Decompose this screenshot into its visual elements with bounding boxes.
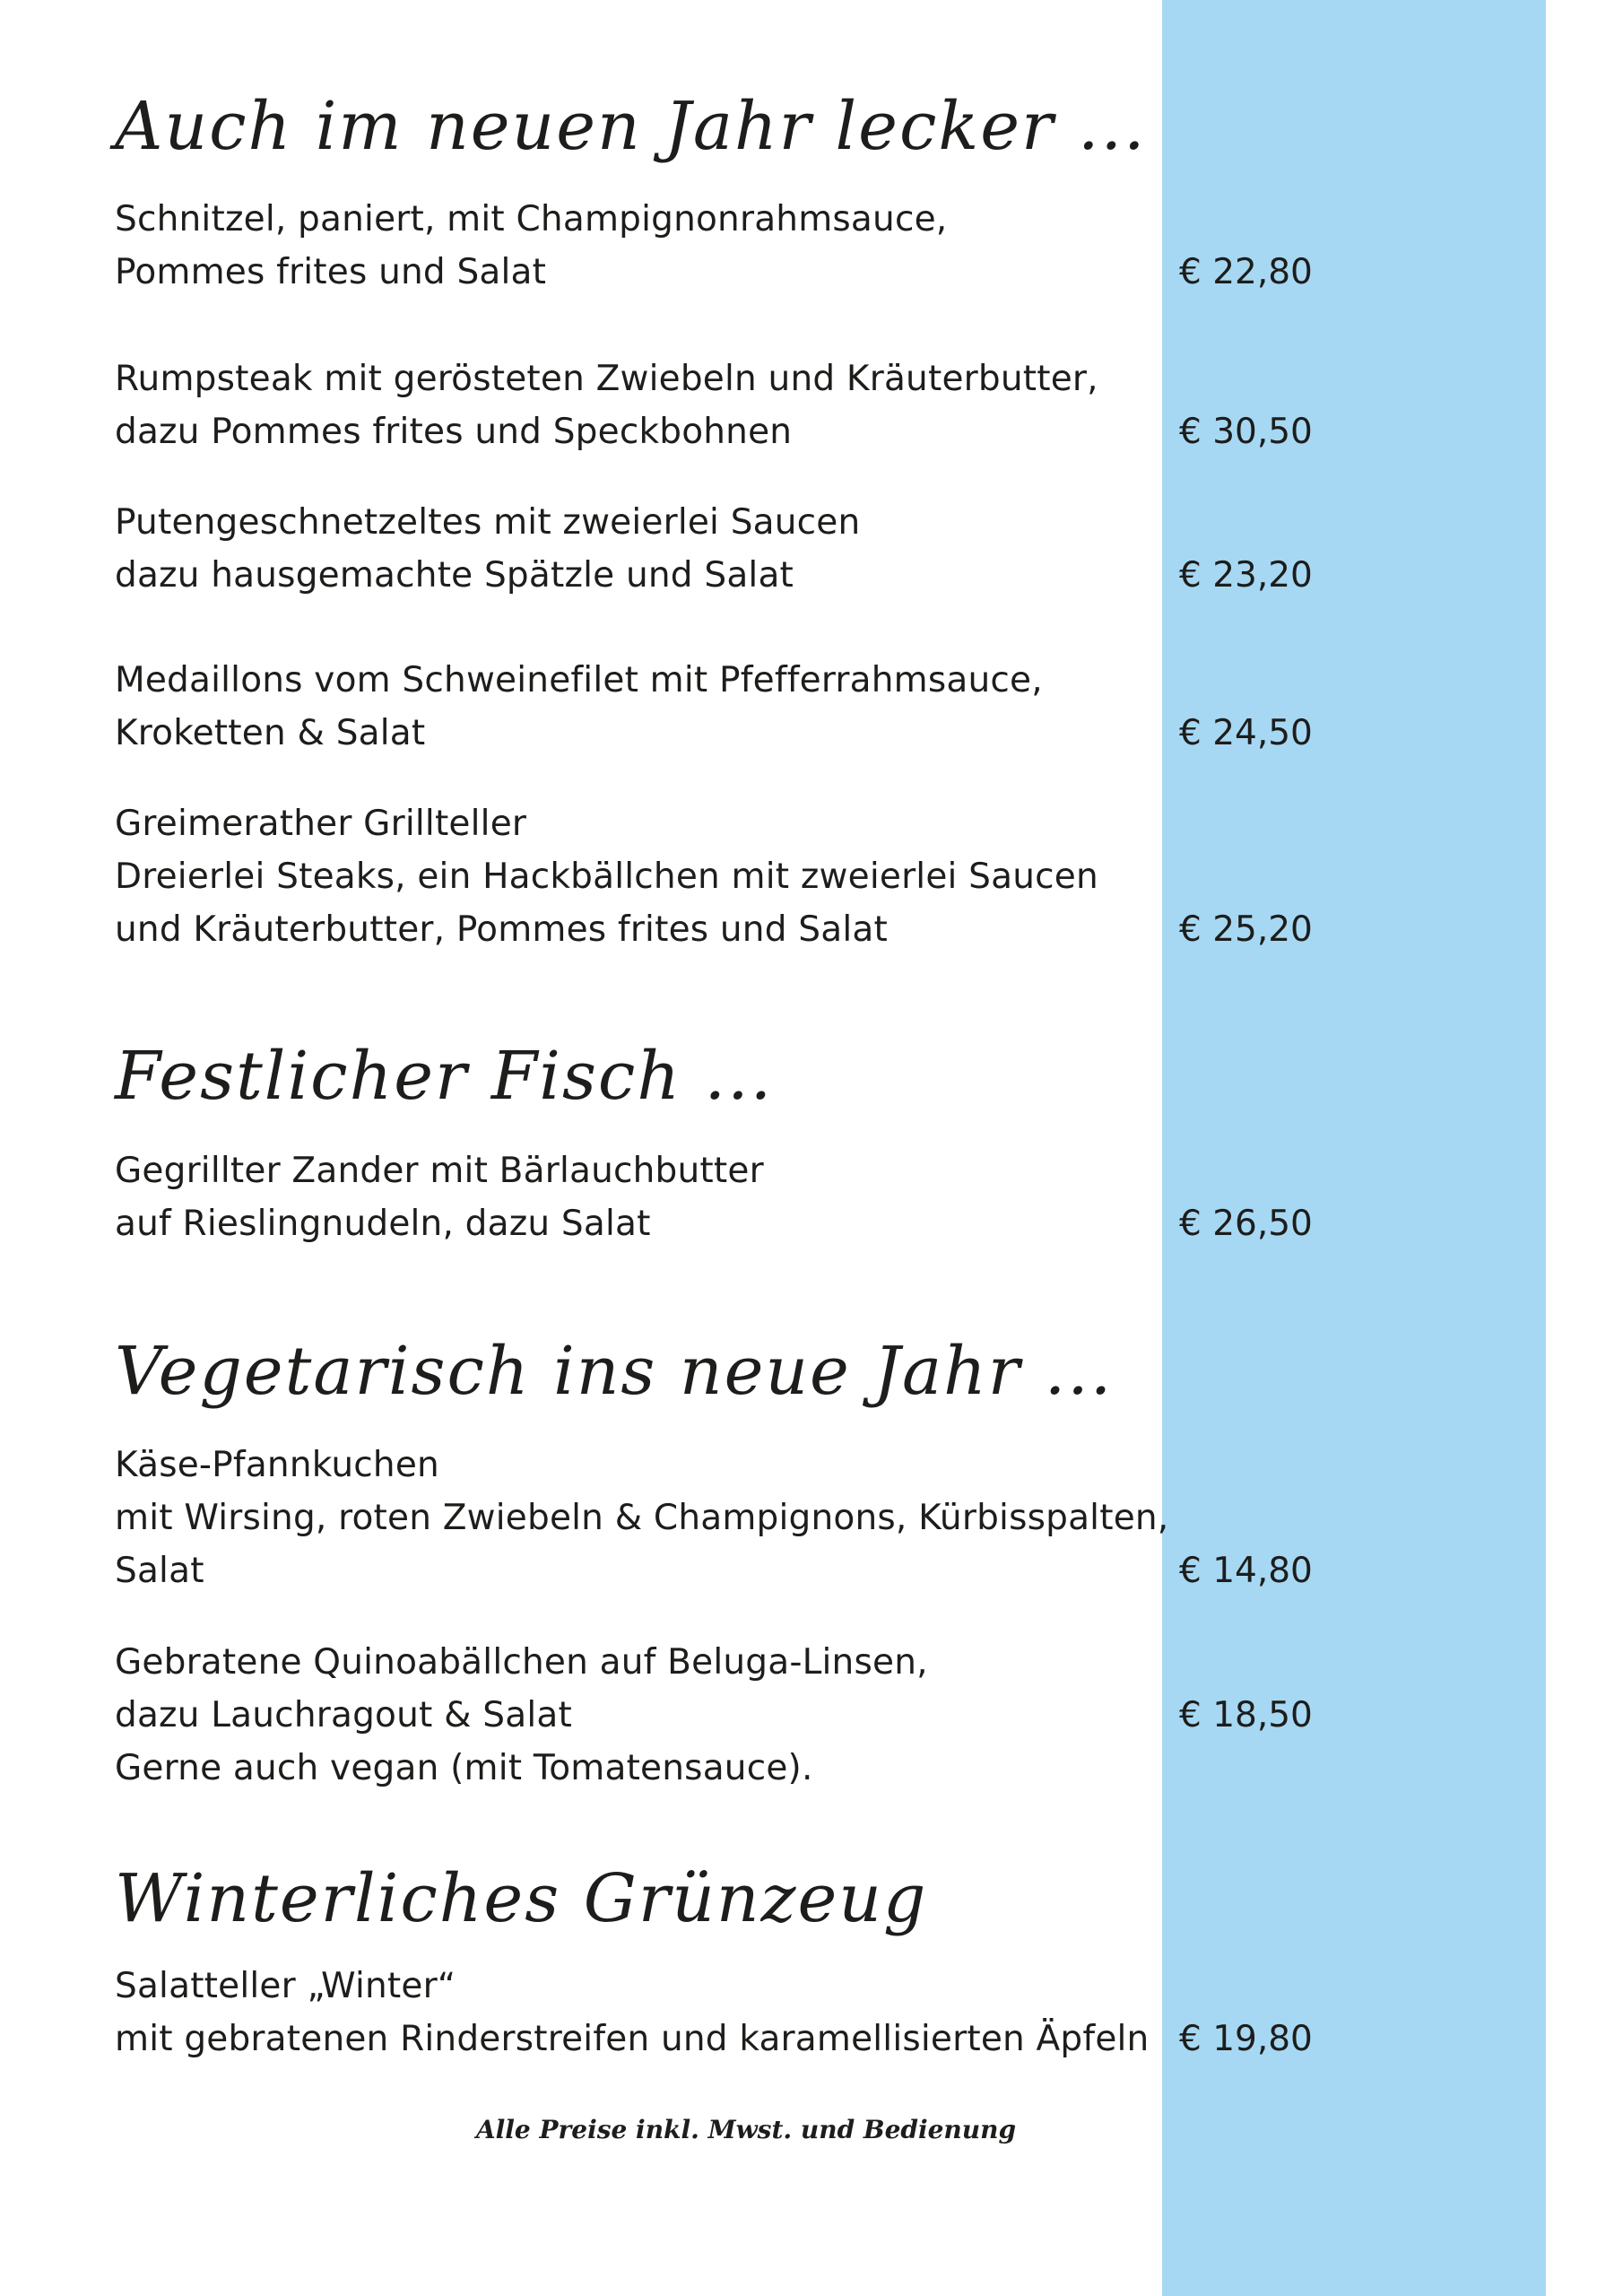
item-line: Salat xyxy=(115,1551,204,1591)
price-kaese-pfannkuchen: € 14,80 xyxy=(1179,1551,1313,1591)
item-line: dazu Pommes frites und Speckbohnen xyxy=(115,412,793,452)
item-line: Putengeschnetzeltes mit zweierlei Saucen xyxy=(115,502,861,543)
item-line: Pommes frites und Salat xyxy=(115,252,547,292)
price-grillteller: € 25,20 xyxy=(1179,909,1313,950)
price-salatteller-winter: € 19,80 xyxy=(1179,2019,1313,2059)
footer-text: Alle Preise inkl. Mwst. und Bedienung xyxy=(475,2115,1017,2144)
item-line: Medaillons vom Schweinefilet mit Pfefferrahmsauce, xyxy=(115,660,1043,700)
section-heading-fish: Festlicher Fisch ... xyxy=(115,1038,774,1115)
section-heading-vegetarian: Vegetarisch ins neue Jahr ... xyxy=(115,1333,1114,1410)
item-line: Schnitzel, paniert, mit Champignonrahmsauce, xyxy=(115,199,948,239)
item-line: Gerne auch vegan (mit Tomatensauce). xyxy=(115,1748,813,1788)
item-line: mit gebratenen Rinderstreifen und karamellisierten Äpfeln xyxy=(115,2019,1150,2059)
price-quinoabaellchen: € 18,50 xyxy=(1179,1695,1313,1735)
item-line: Gebratene Quinoabällchen auf Beluga-Linsen, xyxy=(115,1642,928,1683)
price-rumpsteak: € 30,50 xyxy=(1179,412,1313,452)
price-medaillons: € 24,50 xyxy=(1179,713,1313,753)
item-line: Kroketten & Salat xyxy=(115,713,426,753)
item-line: Käse-Pfannkuchen xyxy=(115,1445,439,1485)
price-schnitzel: € 22,80 xyxy=(1179,252,1313,292)
item-line: dazu Lauchragout & Salat xyxy=(115,1695,572,1735)
section-heading-salads: Winterliches Grünzeug xyxy=(115,1860,928,1937)
item-line: und Kräuterbutter, Pommes frites und Salat xyxy=(115,909,888,950)
price-putengeschnetzeltes: € 23,20 xyxy=(1179,555,1313,596)
item-line: Gegrillter Zander mit Bärlauchbutter xyxy=(115,1151,764,1191)
item-line: Greimerather Grillteller xyxy=(115,804,527,844)
section-heading-main-dishes: Auch im neuen Jahr lecker ... xyxy=(115,88,1147,165)
item-line: Salatteller „Winter“ xyxy=(115,1966,456,2006)
item-line: auf Rieslingnudeln, dazu Salat xyxy=(115,1204,651,1244)
item-line: Dreierlei Steaks, ein Hackbällchen mit zweierlei Saucen xyxy=(115,857,1098,897)
footer-note xyxy=(0,2115,1623,2144)
item-line: dazu hausgemachte Spätzle und Salat xyxy=(115,555,794,596)
item-line: Rumpsteak mit gerösteten Zwiebeln und Kräuterbutter, xyxy=(115,359,1098,399)
price-zander: € 26,50 xyxy=(1179,1204,1313,1244)
item-line: mit Wirsing, roten Zwiebeln & Champignons, Kürbisspalten, xyxy=(115,1498,1169,1538)
